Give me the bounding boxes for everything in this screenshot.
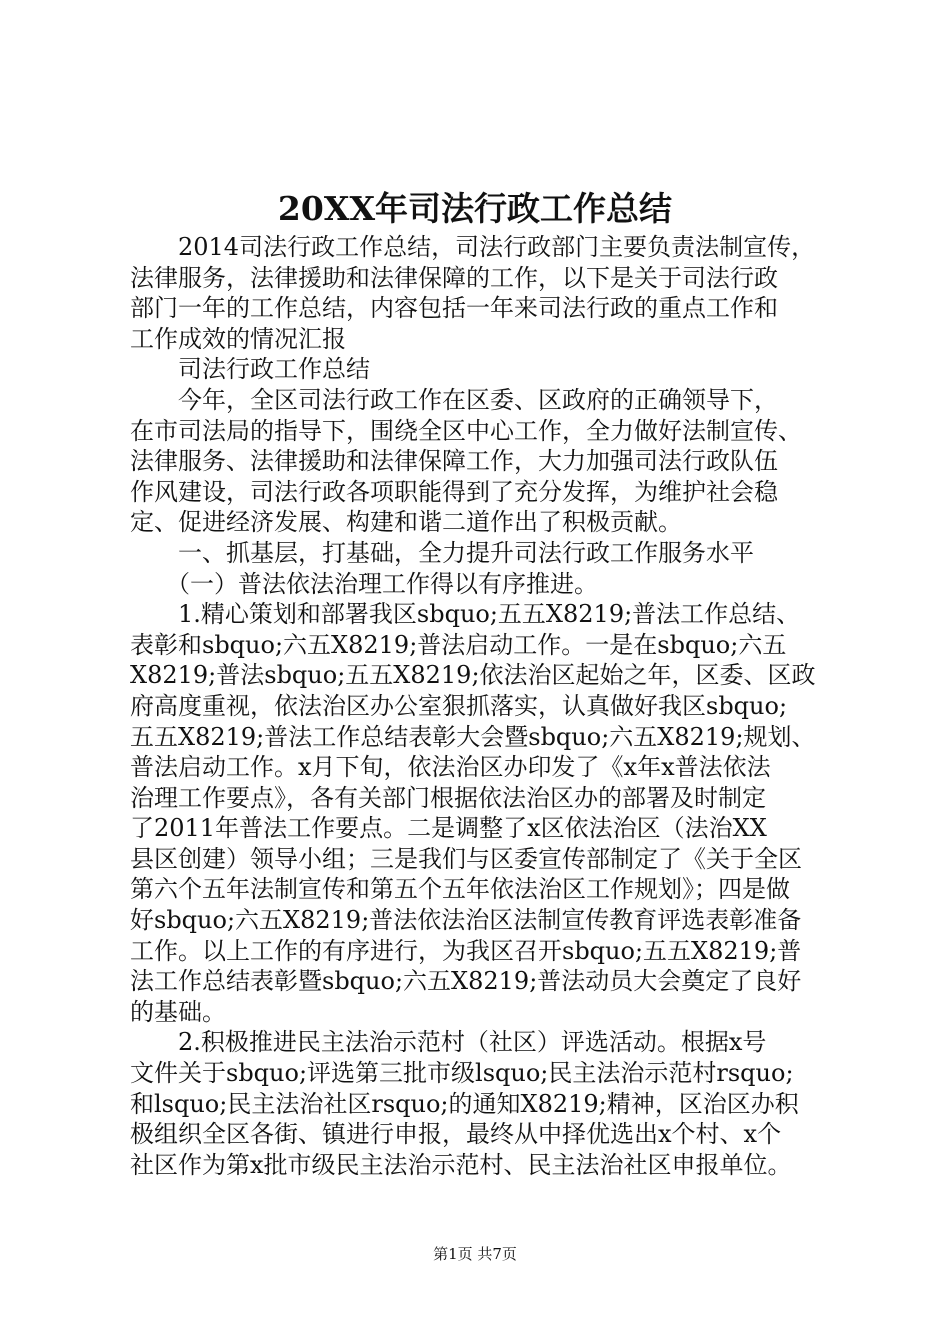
text-line: 的基础。 xyxy=(130,997,226,1026)
text-line: 好sbquo;六五X8219;普法依法治区法制宣传教育评选表彰准备 xyxy=(130,906,802,935)
text-line: 一、抓基层，打基础，全力提升司法行政工作服务水平 xyxy=(130,538,754,567)
text-line: 了2011年普法工作要点。二是调整了x区依法治区（法治XX xyxy=(130,814,767,843)
text-line: X8219;普法sbquo;五五X8219;依法治区起始之年，区委、区政 xyxy=(130,661,816,690)
text-line: 府高度重视，依法治区办公室狠抓落实，认真做好我区sbquo; xyxy=(130,691,788,720)
text-line: 工作成效的情况汇报 xyxy=(130,324,346,353)
text-line: 法工作总结表彰暨sbquo;六五X8219;普法动员大会奠定了良好 xyxy=(130,967,802,996)
text-line: 法律服务、法律援助和法律保障工作，大力加强司法行政队伍 xyxy=(130,447,778,476)
text-line: （一）普法依法治理工作得以有序推进。 xyxy=(130,569,598,598)
text-line: 文件关于sbquo;评选第三批市级lsquo;民主法治示范村rsquo; xyxy=(130,1059,794,1088)
text-line: 治理工作要点》，各有关部门根据依法治区办的部署及时制定 xyxy=(130,783,766,812)
text-line: 部门一年的工作总结，内容包括一年来司法行政的重点工作和 xyxy=(130,294,778,323)
text-line: 表彰和sbquo;六五X8219;普法启动工作。一是在sbquo;六五 xyxy=(130,630,787,659)
text-line: 极组织全区各街、镇进行申报，最终从中择优选出x个村、x个 xyxy=(130,1120,782,1149)
page-footer: 第1页 共7页 xyxy=(433,1245,517,1263)
text-line: 2014司法行政工作总结，司法行政部门主要负责法制宣传， xyxy=(130,233,816,261)
text-line: 法律服务，法律援助和法律保障的工作，以下是关于司法行政 xyxy=(130,263,778,292)
text-line: 和lsquo;民主法治社区rsquo;的通知X8219;精神，区治区办积 xyxy=(130,1089,799,1118)
text-line: 今年，全区司法行政工作在区委、区政府的正确领导下， xyxy=(130,385,778,414)
document-title: 20XX年司法行政工作总结 xyxy=(277,189,673,228)
text-line: 在市司法局的指导下，围绕全区中心工作，全力做好法制宣传、 xyxy=(130,416,802,445)
text-line: 司法行政工作总结 xyxy=(130,355,370,384)
text-line: 普法启动工作。x月下旬，依法治区办印发了《x年x普法依法 xyxy=(130,753,771,782)
text-line: 1.精心策划和部署我区sbquo;五五X8219;普法工作总结、 xyxy=(130,600,801,629)
text-line: 五五X8219;普法工作总结表彰大会暨sbquo;六五X8219;规划、 xyxy=(130,722,816,751)
text-line: 工作。以上工作的有序进行，为我区召开sbquo;五五X8219;普 xyxy=(130,936,802,965)
text-line: 社区作为第x批市级民主法治示范村、民主法治社区申报单位。 xyxy=(130,1150,792,1179)
document-body xyxy=(130,232,830,1180)
text-line: 作风建设，司法行政各项职能得到了充分发挥，为维护社会稳 xyxy=(130,477,778,506)
text-line: 2.积极推进民主法治示范村（社区）评选活动。根据x号 xyxy=(130,1028,767,1057)
text-line: 定、促进经济发展、构建和谐二道作出了积极贡献。 xyxy=(130,508,682,537)
text-line: 县区创建）领导小组；三是我们与区委宣传部制定了《关于全区 xyxy=(130,844,802,873)
text-line: 第六个五年法制宣传和第五个五年依法治区工作规划》；四是做 xyxy=(130,875,790,904)
